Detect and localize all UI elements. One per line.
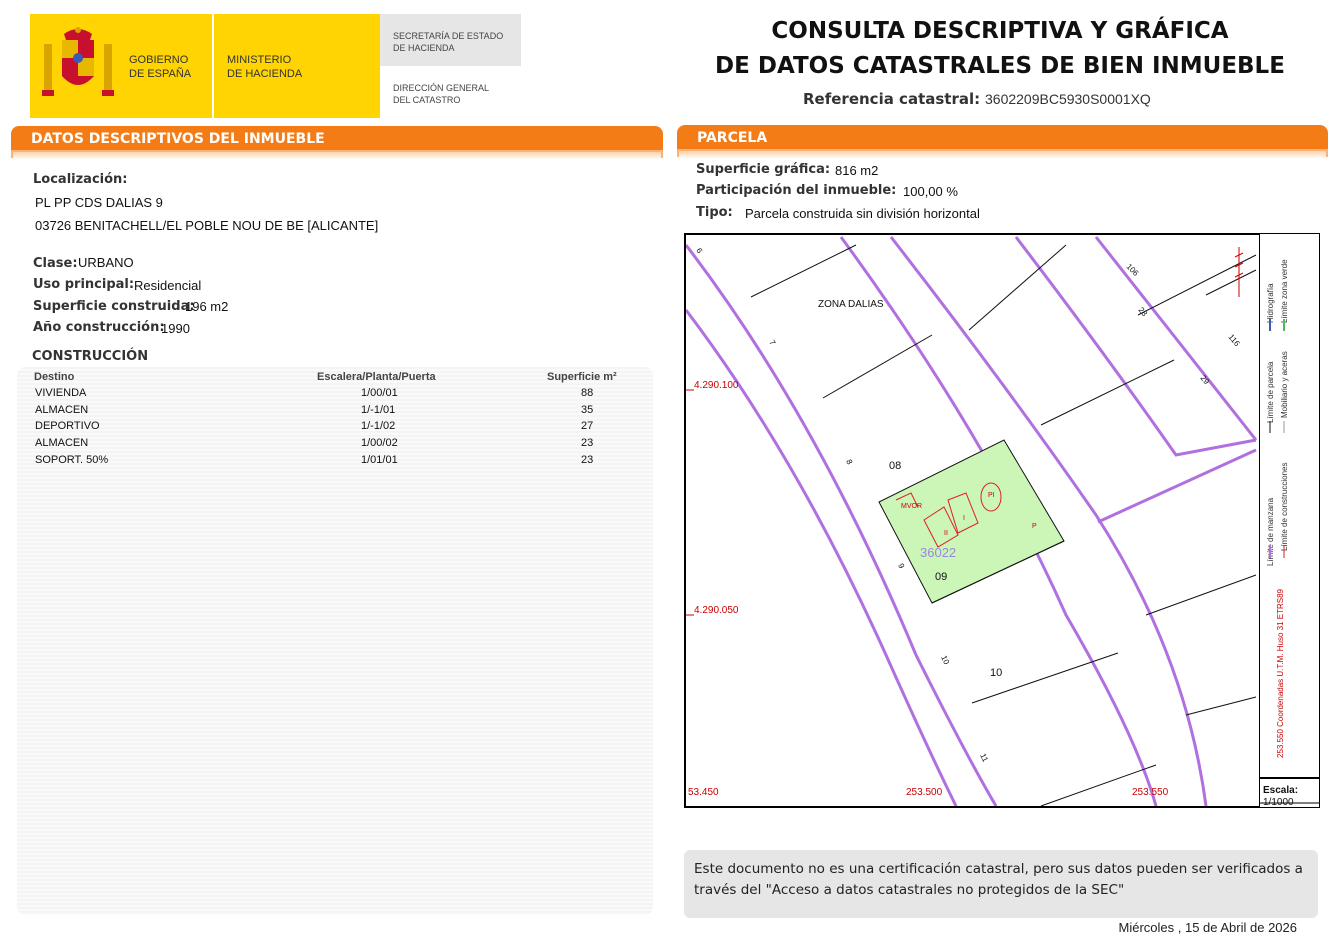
legend-parcela: Límite de parcela: [1266, 361, 1275, 423]
map-street-number: 9: [896, 562, 907, 570]
escala-label: Escala:: [1263, 785, 1299, 796]
participacion-label: Participación del inmueble:: [696, 183, 897, 198]
localizacion-line2: 03726 BENITACHELL/EL POBLE NOU DE BE [ALICANTE]: [35, 218, 379, 233]
map-xcoord-2: 253.500: [906, 787, 943, 798]
col-header-escalera: Escalera/Planta/Puerta: [317, 371, 436, 383]
clase-value: URBANO: [78, 255, 134, 270]
map-parcela-line: [1146, 575, 1256, 615]
map-street-number: 106: [1124, 262, 1141, 278]
tipo-label: Tipo:: [696, 205, 733, 220]
coat-of-arms-icon: [40, 24, 116, 106]
gobierno-label: GOBIERNO DE ESPAÑA: [129, 54, 192, 80]
descriptivos-header: DATOS DESCRIPTIVOS DEL INMUEBLE: [11, 126, 663, 150]
map-street-number: 10: [939, 654, 952, 666]
construccion-table: [17, 367, 653, 915]
map-number-09: 09: [935, 571, 948, 583]
uso-label: Uso principal:: [33, 277, 135, 292]
map-parcela-line: [969, 245, 1066, 330]
legend-mobiliario: Mobiliario y aceras: [1280, 351, 1289, 418]
row-superficie: 88: [581, 387, 594, 399]
map-building-label: II: [944, 530, 948, 537]
localizacion-line1: PL PP CDS DALIAS 9: [35, 195, 163, 210]
map-street-number: 7: [767, 338, 778, 347]
ministerio-label: MINISTERIO DE HACIENDA: [227, 54, 303, 80]
anio-value: 1990: [161, 321, 190, 336]
col-header-superficie: Superficie m²: [547, 371, 617, 383]
superficie-construida-value: 196 m2: [185, 299, 229, 314]
logo-divider: [212, 14, 214, 118]
map-street-number: 116: [1226, 332, 1242, 349]
map-ycoord-2: 4.290.050: [694, 605, 739, 616]
row-destino: ALMACEN: [35, 404, 89, 416]
map-parcela-line: [751, 245, 856, 297]
map-building-label: P: [1032, 523, 1037, 530]
page-title: CONSULTA DESCRIPTIVA Y GRÁFICA DE DATOS CATASTRALES DE BIEN INMUEBLE: [715, 18, 1285, 79]
map-street-number: 11: [978, 752, 990, 764]
disclaimer-notice: Este documento no es una certificación catastral, pero sus datos pueden ser verificados a través del "Acceso a datos catastrales no protegidos de la SEC": [684, 850, 1318, 918]
legend-construcciones: Límite de construcciones: [1280, 462, 1289, 551]
cadastral-map[interactable]: [684, 233, 1320, 808]
row-escalera: 1/-1/01: [361, 404, 396, 416]
coord-system-label: 253.550 Coordenadas U.T.M. Huso 31 ETRS89: [1276, 589, 1285, 758]
map-xcoord-3: 253.550: [1132, 787, 1169, 798]
map-ycoord-1: 4.290.100: [694, 380, 739, 391]
uso-value: Residencial: [134, 278, 202, 293]
tipo-value: Parcela construida sin división horizontal: [745, 206, 980, 221]
map-parcela-line: [1186, 697, 1256, 715]
referencia-label: Referencia catastral:: [803, 90, 981, 108]
participacion-value: 100,00 %: [903, 184, 958, 199]
row-superficie: 23: [581, 454, 594, 466]
legend-zona-verde: Límite zona verde: [1280, 259, 1289, 323]
row-escalera: 1/-1/02: [361, 420, 396, 432]
referencia-value[interactable]: 3602209BC5930S0001XQ: [985, 91, 1151, 107]
map-number-10: 10: [990, 667, 1003, 679]
row-superficie: 27: [581, 420, 594, 432]
map-street-number: 28: [1136, 305, 1150, 319]
map-manzana-line: [1098, 450, 1256, 522]
row-destino: VIVIENDA: [35, 387, 87, 399]
escala-value: 1/1000: [1263, 797, 1294, 808]
secretaria-label: SECRETARÍA DE ESTADO DE HACIENDA: [393, 31, 504, 53]
map-zone-label: ZONA DALIAS: [818, 299, 884, 310]
map-parcela-line: [1138, 255, 1256, 315]
map-number-08: 08: [889, 460, 902, 472]
row-destino: DEPORTIVO: [35, 420, 100, 432]
superficie-grafica-value: 816 m2: [835, 163, 879, 178]
map-street-number: 6: [694, 246, 705, 255]
map-building-label: PI: [988, 492, 995, 499]
superficie-construida-label: Superficie construida:: [33, 299, 195, 314]
direccion-label: DIRECCIÓN GENERAL DEL CATASTRO: [393, 83, 490, 105]
map-street-number: 29: [1198, 373, 1212, 387]
map-parcel-fill: [879, 440, 1064, 603]
north-arrow-icon: [1235, 247, 1243, 297]
map-street-number: 8: [844, 458, 855, 466]
descriptivos-header-fade: [13, 152, 661, 160]
map-parcel-id: 36022: [920, 545, 957, 560]
map-parcela-line: [1041, 360, 1174, 425]
map-parcela-line: [1206, 270, 1256, 295]
parcela-header-fade: [679, 151, 1326, 159]
row-escalera: 1/00/01: [361, 387, 398, 399]
map-xcoord-1: 53.450: [688, 787, 719, 798]
legend-manzana: Límite de manzana: [1266, 497, 1275, 566]
row-destino: SOPORT. 50%: [35, 454, 109, 466]
col-header-destino: Destino: [34, 371, 75, 383]
map-legend: [1259, 233, 1320, 808]
map-building-label: MVOR: [901, 503, 922, 510]
localizacion-label: Localización:: [33, 172, 128, 187]
row-destino: ALMACEN: [35, 437, 89, 449]
clase-label: Clase:: [33, 256, 78, 271]
superficie-grafica-label: Superficie gráfica:: [696, 162, 831, 177]
map-building-label: I: [963, 515, 965, 522]
construccion-title: CONSTRUCCIÓN: [32, 349, 149, 364]
row-escalera: 1/00/02: [361, 437, 398, 449]
row-superficie: 23: [581, 437, 594, 449]
map-parcela-line: [1041, 765, 1156, 806]
row-escalera: 1/01/01: [361, 454, 398, 466]
map-parcela-line: [823, 335, 932, 398]
row-superficie: 35: [581, 404, 594, 416]
legend-hidrografia: Hidrografía: [1266, 283, 1275, 323]
document-date: Miércoles , 15 de Abril de 2026: [1118, 920, 1297, 935]
anio-label: Año construcción:: [33, 320, 165, 335]
parcela-header: PARCELA: [677, 125, 1328, 149]
